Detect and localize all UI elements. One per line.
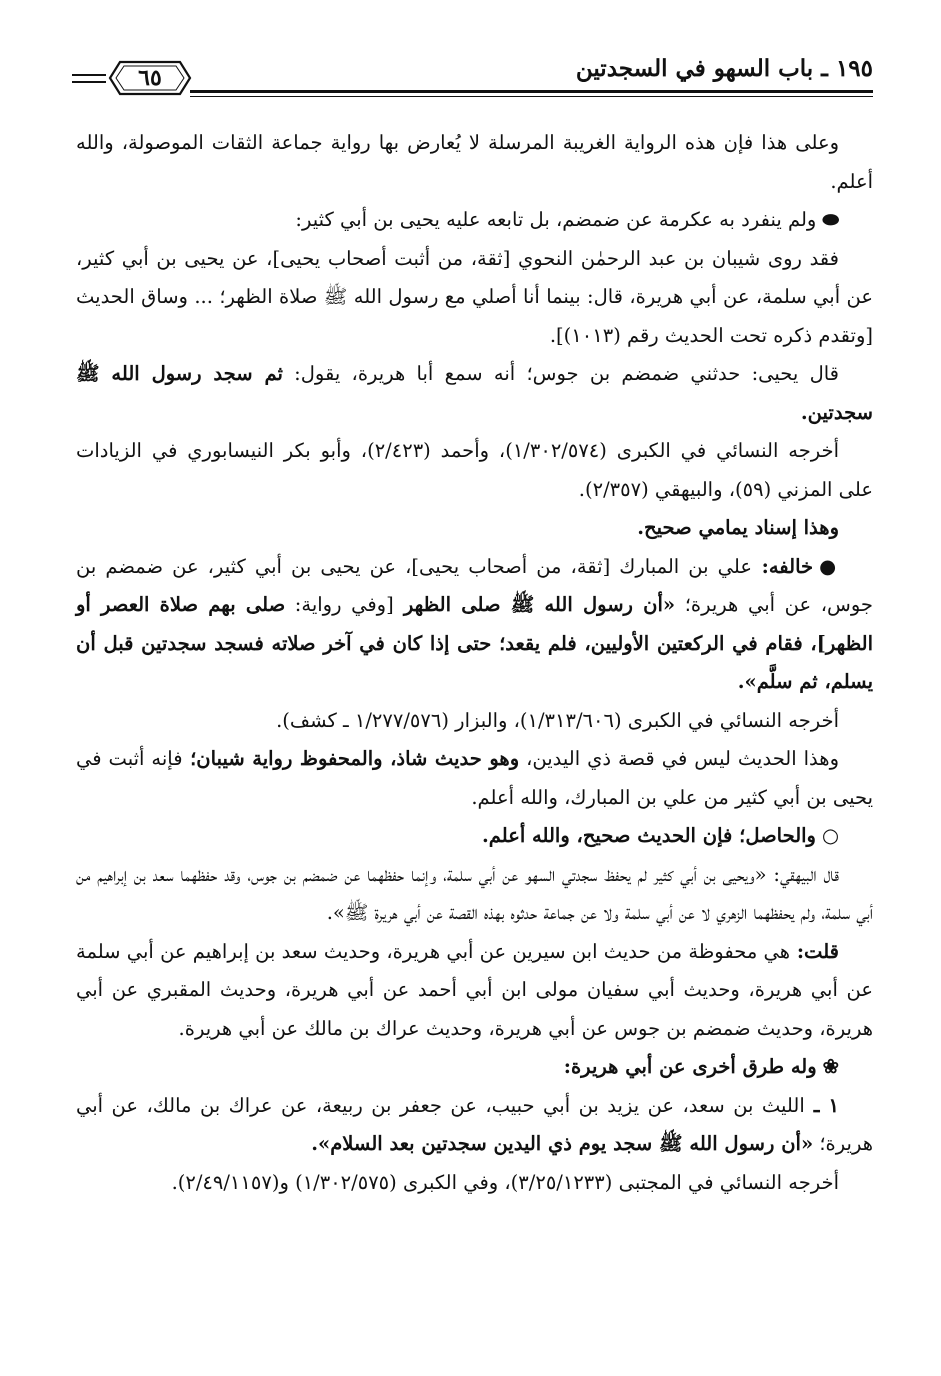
text-segment: فقد روى شيبان بن عبد الرحمٰن النحوي [ثقة، من أثبت أصحاب يحيى]، عن يحيى بن أبي كثير، عن أبي سلمة، عن أبي هريرة، قال: بينما أنا أصلي مع رسول الله ﷺ صلاة الظهر؛ ... وساق الحديث [وتقدم ذكره تحت الحديث رقم (١٠١٣)]. (76, 246, 873, 347)
paragraph-p8 (76, 702, 873, 741)
text-segment: هي محفوظة من حديث ابن سيرين عن أبي هريرة، وحديث سعد بن إبراهيم عن أبي سلمة عن أبي هريرة، وحديث أبي سفيان مولى ابن أبي أحمد عن أبي هريرة، وحديث المقبري عن أبي هريرة، وحديث ضمضم بن جوس عن أبي هريرة، وحديث عراك بن مالك عن أبي هريرة. (76, 939, 873, 1040)
paragraph-p4 (76, 355, 873, 432)
paragraph-p15 (76, 1164, 873, 1203)
header-rule (190, 90, 873, 93)
text-segment: [وفي رواية: (285, 593, 394, 616)
bullet-icon: ⬬ (822, 208, 839, 231)
text-segment: صلى بهم صلاة العصر أو الظهر]، فقام في الركعتين الأوليين، فلم يقعد؛ حتى إذا كان في آخر صلاته فسجد سجدتين قبل أن يسلم، ثم سلَّم». (76, 593, 873, 693)
paragraph-p6 (76, 509, 873, 548)
text-segment: قال يحيى: حدثني ضمضم بن جوس؛ أنه سمع أبا هريرة، يقول: (282, 362, 839, 385)
bullet-icon: ○ (821, 824, 839, 847)
bullet-icon: ● (819, 554, 839, 578)
text-segment: ولم ينفرد به عكرمة عن ضمضم، بل تابعه عليه يحيى بن أبي كثير: (295, 208, 817, 231)
paragraph-p2 (76, 201, 873, 240)
page-header (78, 52, 873, 96)
text-segment: الليث بن سعد، عن يزيد بن أبي حبيب، عن جعفر بن ربيعة، عن عراك بن مالك، عن أبي هريرة؛ (76, 1093, 873, 1155)
bullet-icon: ❀ (822, 1055, 839, 1078)
text-segment: علي بن المبارك [ثقة، من أصحاب يحيى]، عن يحيى بن أبي كثير، عن ضمضم بن جوس، عن أبي هريرة؛ (76, 554, 873, 616)
paragraph-p14 (76, 1087, 873, 1164)
paragraph-p7 (76, 548, 873, 702)
paragraph-p13 (76, 1048, 873, 1087)
text-segment: أخرجه النسائي في الكبرى (١/٣٠٢/٥٧٤)، وأحمد (٢/٤٢٣)، وأبو بكر النيسابوري في الزيادات على المزني (٥٩)، والبيهقي (٢/٣٥٧). (76, 439, 873, 501)
text-segment: وهذا الحديث ليس في قصة ذي اليدين، (519, 747, 839, 770)
header-rule-thin (190, 96, 873, 97)
paragraph-p12 (76, 933, 873, 1049)
paragraph-p5 (76, 432, 873, 509)
text-segment: أخرجه النسائي في المجتبى (٣/٢٥/١٢٣٣)، وفي الكبرى (١/٣٠٢/٥٧٥) و(٢/٤٩/١١٥٧). (171, 1170, 839, 1194)
text-segment: ثم سجد رسول الله ﷺ سجدتين. (76, 362, 873, 424)
text-segment: «أن رسول الله ﷺ سجد يوم ذي اليدين سجدتين بعد السلام». (311, 1132, 814, 1155)
page-number-badge (108, 60, 192, 96)
text-segment: وعلى هذا فإن هذه الرواية الغريبة المرسلة لا يُعارض بها رواية جماعة الثقات الموصولة، والله أعلم. (76, 131, 873, 193)
text-segment: قلت: (790, 939, 839, 963)
body-text (76, 124, 873, 1202)
text-segment: وله طرق أخرى عن أبي هريرة: (563, 1055, 817, 1078)
text-segment: أخرجه النسائي في الكبرى (١/٣١٣/٦٠٦)، والبزار (١/٢٧٧/٥٧٦ ـ كشف). (276, 708, 839, 732)
text-segment: وهذا إسناد يمامي صحيح. (637, 516, 839, 539)
page-number: ٦٥ (138, 65, 162, 91)
text-segment: فإنه أثبت في يحيى بن أبي كثير من علي بن المبارك، والله أعلم. (76, 747, 873, 809)
paragraph-p1 (76, 124, 873, 201)
ornament-lines (72, 74, 106, 88)
text-segment: خالفه: (751, 554, 814, 578)
text-segment: قال البيهقي: «ويحيى بن أبي كثير لم يحفظ سجدتي السهو عن أبي سلمة، وإنما حفظهما عن ضمضم بن جوس، وقد حفظهما سعد بن إبراهيم من أبي سلمة، ولم يحفظهما الزهري لا عن أبي سلمة ولا عن جماعة حدثوه بهذه القصة عن أبي هريرة ﷺ». (76, 862, 873, 924)
text-segment: وهو حديث شاذ، والمحفوظ رواية شيبان؛ (182, 747, 520, 770)
text-segment: والحاصل؛ فإن الحديث صحيح، والله أعلم. (481, 824, 816, 847)
paragraph-p3 (76, 240, 873, 356)
paragraph-p10 (76, 817, 873, 856)
paragraph-p11 (76, 856, 873, 933)
text-segment: ١ ـ (804, 1093, 839, 1117)
paragraph-p9 (76, 740, 873, 817)
chapter-title: ١٩٥ ـ باب السهو في السجدتين (575, 55, 873, 82)
text-segment: «أن رسول الله ﷺ صلى الظهر (393, 593, 676, 616)
